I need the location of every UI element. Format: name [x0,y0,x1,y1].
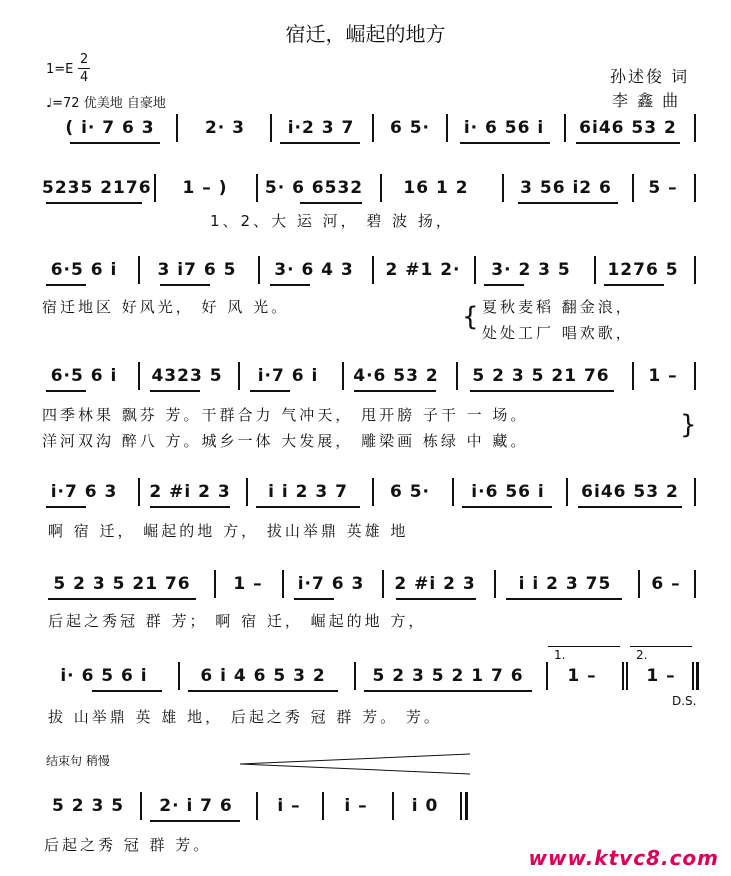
barline [564,114,566,142]
barline [138,478,140,506]
underline [576,142,680,144]
volta-1: 1. [554,648,566,662]
measure: 5 2 3 5 2 1 7 6 [372,666,524,686]
measure: 2· i 7 6 [159,796,233,816]
repeat-barline [626,662,628,690]
barline [176,114,178,142]
barline [178,662,180,690]
underline [470,390,614,392]
measure: 5 2 3 5 21 76 [472,366,610,386]
composer-credit: 李 鑫 曲 [612,91,681,110]
lyrics-line: 后起之秀 冠 群 芳。 [44,836,212,854]
barline [546,662,548,690]
barline [694,114,696,142]
time-signature-top: 2 [80,52,89,67]
volta-2: 2. [636,648,648,662]
lyrics-line: 宿迁地区 好风光， 好 风 光。 [42,298,290,316]
measure: i·2 3 7 [287,118,355,138]
underline [604,284,664,286]
measure: i – [344,796,368,816]
measure: 2 #i 2 3 [149,482,231,502]
final-barline [696,662,699,690]
measure: 3· 2 3 5 [491,260,571,280]
measure: i i 2 3 7 [268,482,348,502]
barline [380,174,382,202]
lyrics-verse-2: 洋河双沟 醉八 方。城乡一体 大发展， 雕梁画 栋绿 中 藏。 [42,432,529,450]
underline [484,284,524,286]
underline [300,202,362,204]
lyrics-line: 拔 山举鼎 英 雄 地， 后起之秀 冠 群 芳。 芳。 [48,708,442,726]
barline [456,362,458,390]
barline [270,114,272,142]
repeat-barline [622,662,624,690]
measure: 3 56 i2 6 [520,178,612,198]
score-row-7 [0,660,731,700]
measure: i i 2 3 75 [518,574,612,594]
barline [372,256,374,284]
site-watermark: www.ktvc8.com [528,846,719,870]
measure: 5· 6 6532 [264,178,364,198]
barline [354,662,356,690]
barline [694,478,696,506]
barline [214,570,216,598]
barline [138,256,140,284]
final-barline [460,792,462,820]
underline [48,598,196,600]
measure: 2 #i 2 3 [394,574,476,594]
underline [460,142,550,144]
measure: 5 2 3 5 [51,796,125,816]
barline [632,362,634,390]
underline [256,506,360,508]
measure: 4323 5 [151,366,223,386]
final-barline [692,662,694,690]
lyrics-line: 1、2、大 运 河， 碧 波 扬， [210,212,454,230]
barline [138,362,140,390]
barline [446,114,448,142]
measure: 3 i7 6 5 [157,260,237,280]
volta-2-bracket [630,646,692,647]
barline [246,478,248,506]
underline [46,284,86,286]
measure: 1 – [233,574,263,594]
barline [342,362,344,390]
barline [140,792,142,820]
barline [694,256,696,284]
barline [238,362,240,390]
underline [364,690,532,692]
time-signature-line [78,68,90,69]
measure: 2 #1 2· [385,260,461,280]
tempo-marking: ♩=72 优美地 自豪地 [46,96,166,111]
volta-1-bracket [548,646,620,647]
verse-brace: { [462,302,479,332]
score-row-1 [0,112,731,152]
key-signature: 1=E [46,62,74,77]
barline [502,174,504,202]
barline [256,174,258,202]
measure: i·7 6 3 [297,574,365,594]
measure: 6 5· [389,118,431,138]
measure: 1 – [646,666,676,686]
barline [694,570,696,598]
final-barline [465,792,468,820]
ending-label: 结束句 稍慢 [46,754,110,768]
barline [694,362,696,390]
measure: i – [277,796,301,816]
measure: 1276 5 [607,260,679,280]
score-row-4 [0,360,731,400]
underline [160,284,210,286]
measure: i·6 56 i [471,482,545,502]
measure: ( i· 7 6 3 [65,118,155,138]
measure: i 0 [411,796,439,816]
underline [462,506,552,508]
underline [46,390,86,392]
dal-segno-marking: D.S. [672,694,697,708]
underline [92,690,162,692]
measure: 1 – [567,666,597,686]
lyricist-credit: 孙述俊 词 [610,67,690,86]
measure: 6·5 6 i [50,260,118,280]
measure: 3· 6 4 3 [274,260,354,280]
score-row-2 [0,172,731,212]
measure: 6 i 4 6 5 3 2 [200,666,326,686]
barline [638,570,640,598]
score-row-5 [0,476,731,516]
measure: 1 – ) [182,178,228,198]
score-row-3 [0,254,731,294]
underline [70,142,160,144]
lyrics-verse-2: 处处工厂 唱欢歌， [482,324,634,342]
barline [372,114,374,142]
time-signature-bottom: 4 [80,70,89,85]
measure: i·7 6 3 [50,482,118,502]
underline [46,202,142,204]
measure: 5235 2176 [42,178,152,198]
barline [494,570,496,598]
barline [322,792,324,820]
measure: i· 6 5 6 i [60,666,148,686]
underline [518,202,618,204]
lyrics-verse-1: 夏秋麦稻 翻金浪， [482,298,634,316]
barline [258,256,260,284]
underline [250,390,290,392]
underline [578,506,682,508]
measure: 6 – [651,574,681,594]
measure: 1 – [648,366,678,386]
underline [294,598,334,600]
decrescendo-icon [240,752,472,776]
song-title: 宿迁，崛起的地方 [285,22,446,46]
underline [150,390,200,392]
barline [256,792,258,820]
score-row-6 [0,568,731,608]
measure: 6·5 6 i [50,366,118,386]
barline [372,478,374,506]
barline [694,174,696,202]
barline [452,478,454,506]
underline [150,506,230,508]
underline [354,390,436,392]
measure: 6 5· [389,482,431,502]
barline [474,256,476,284]
barline [154,174,156,202]
underline [280,142,360,144]
measure: i·7 6 i [257,366,319,386]
measure: 6i46 53 2 [581,482,679,502]
lyrics-line: 啊 宿 迁， 崛起的地 方， 拔山举鼎 英雄 地 [48,522,409,540]
barline [382,570,384,598]
barline [392,792,394,820]
measure: 2· 3 [204,118,246,138]
underline [188,690,338,692]
measure: 4·6 53 2 [353,366,439,386]
measure: 5 2 3 5 21 76 [53,574,191,594]
verse-brace-right: } [680,410,697,440]
measure: 16 1 2 [403,178,469,198]
barline [282,570,284,598]
lyrics-line: 后起之秀冠 群 芳； 啊 宿 迁， 崛起的地 方， [48,612,427,630]
underline [46,506,86,508]
underline [396,598,476,600]
barline [594,256,596,284]
barline [566,478,568,506]
underline [270,284,310,286]
barline [632,174,634,202]
measure: i· 6 56 i [463,118,545,138]
lyrics-verse-1: 四季林果 飘芬 芳。干群合力 气冲天， 甩开膀 子干 一 场。 [42,406,529,424]
measure: 5 – [648,178,678,198]
underline [150,820,240,822]
score-row-8 [0,790,731,830]
measure: 6i46 53 2 [579,118,677,138]
underline [506,598,622,600]
